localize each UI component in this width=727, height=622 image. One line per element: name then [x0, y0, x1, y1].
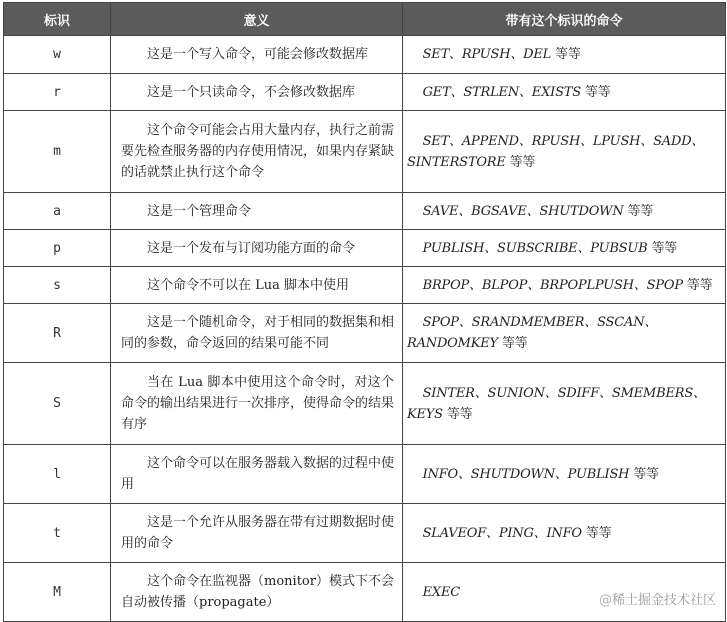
meaning-cell: 这是一个发布与订阅功能方面的命令	[111, 230, 403, 267]
flag-cell: p	[4, 230, 111, 267]
flag-cell: t	[4, 504, 111, 563]
redis-command-flags-table	[3, 2, 726, 622]
meaning-cell: 这个命令在监视器（monitor）模式下不会自动被传播（propagate）	[111, 563, 403, 622]
meaning-cell: 这是一个管理命令	[111, 193, 403, 230]
meaning-cell: 这个命令可以在服务器载入数据的过程中使用	[111, 445, 403, 504]
meaning-cell: 这是一个写入命令，可能会修改数据库	[111, 36, 403, 74]
table-row	[4, 445, 726, 504]
commands-text: SLAVEOF、PING、INFO	[423, 526, 582, 541]
commands-suffix: 等等	[506, 155, 536, 170]
flag-cell: a	[4, 193, 111, 230]
table-row	[4, 363, 726, 445]
commands-cell	[403, 267, 726, 304]
commands-text: GET、STRLEN、EXISTS	[423, 85, 581, 100]
commands-cell	[403, 504, 726, 563]
flag-cell: m	[4, 111, 111, 193]
table-row	[4, 74, 726, 111]
table-row	[4, 304, 726, 363]
watermark-text: 稀土掘金技术社区	[612, 593, 716, 608]
commands-text: SPOP、SRANDMEMBER、SSCAN、RANDOMKEY	[407, 315, 657, 351]
table-row	[4, 230, 726, 267]
commands-cell	[403, 304, 726, 363]
commands-suffix: 等等	[551, 47, 581, 62]
header-meaning: 意义	[111, 3, 403, 36]
table-row	[4, 267, 726, 304]
watermark-logo-icon: @	[599, 593, 612, 608]
table-row	[4, 111, 726, 193]
commands-text: SAVE、BGSAVE、SHUTDOWN	[423, 204, 624, 219]
commands-cell	[403, 230, 726, 267]
meaning-cell: 当在 Lua 脚本中使用这个命令时，对这个命令的输出结果进行一次排序，使得命令的结果有序	[111, 363, 403, 445]
commands-cell	[403, 445, 726, 504]
flag-cell: M	[4, 563, 111, 622]
table-row	[4, 36, 726, 74]
commands-text: BRPOP、BLPOP、BRPOPLPUSH、SPOP	[423, 278, 683, 293]
flag-cell: S	[4, 363, 111, 445]
commands-suffix: 等等	[581, 85, 611, 100]
commands-text: PUBLISH、SUBSCRIBE、PUBSUB	[423, 241, 648, 256]
commands-suffix: 等等	[648, 241, 678, 256]
commands-suffix: 等等	[582, 526, 612, 541]
commands-suffix: 等等	[683, 278, 713, 293]
commands-cell	[403, 193, 726, 230]
commands-suffix: 等等	[629, 467, 659, 482]
commands-suffix: 等等	[624, 204, 654, 219]
commands-cell	[403, 36, 726, 74]
watermark	[596, 588, 719, 609]
meaning-cell: 这是一个允许从服务器在带有过期数据时使用的命令	[111, 504, 403, 563]
table-header-row	[4, 3, 726, 36]
meaning-cell: 这个命令可能会占用大量内存，执行之前需要先检查服务器的内存使用情况，如果内存紧缺的话就禁止执行这个命令	[111, 111, 403, 193]
commands-text: INFO、SHUTDOWN、PUBLISH	[423, 467, 630, 482]
header-flag: 标识	[4, 3, 111, 36]
commands-cell	[403, 363, 726, 445]
commands-suffix: 等等	[443, 407, 473, 422]
flag-cell: l	[4, 445, 111, 504]
header-commands: 带有这个标识的命令	[403, 3, 726, 36]
flags-table-container	[3, 2, 725, 622]
commands-text: SINTER、SUNION、SDIFF、SMEMBERS、KEYS	[407, 386, 706, 422]
meaning-cell: 这个命令不可以在 Lua 脚本中使用	[111, 267, 403, 304]
flag-cell: s	[4, 267, 111, 304]
meaning-cell: 这是一个随机命令，对于相同的数据集和相同的参数，命令返回的结果可能不同	[111, 304, 403, 363]
commands-cell	[403, 111, 726, 193]
flag-cell: r	[4, 74, 111, 111]
table-row	[4, 193, 726, 230]
commands-suffix: 等等	[498, 336, 528, 351]
commands-text: SET、APPEND、RPUSH、LPUSH、SADD、SINTERSTORE	[407, 134, 704, 170]
table-row	[4, 504, 726, 563]
commands-text: EXEC	[423, 585, 460, 600]
flag-cell: w	[4, 36, 111, 74]
flag-cell: R	[4, 304, 111, 363]
commands-text: SET、RPUSH、DEL	[423, 47, 552, 62]
meaning-cell: 这是一个只读命令，不会修改数据库	[111, 74, 403, 111]
commands-cell	[403, 74, 726, 111]
